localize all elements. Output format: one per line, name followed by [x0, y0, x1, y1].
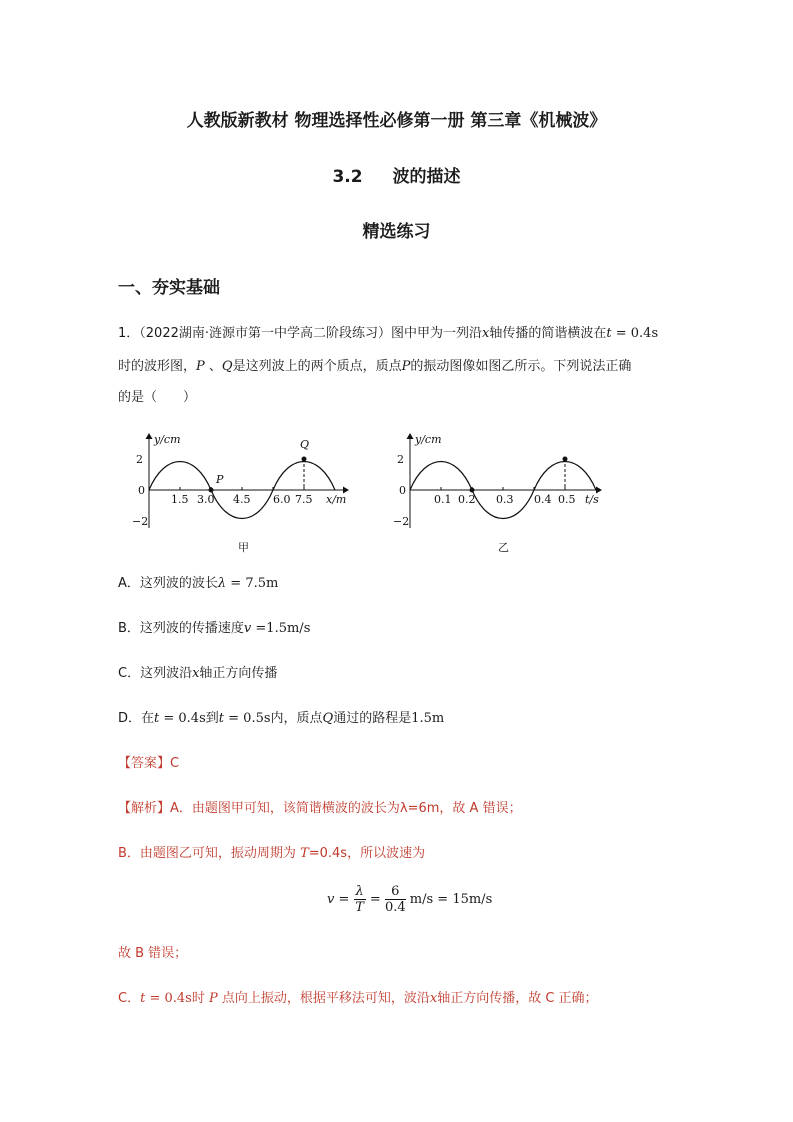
question-line-3: 的是（ ）	[118, 390, 197, 405]
t-tick-1: 0.1	[434, 493, 452, 506]
y-tick-2: 2	[397, 453, 404, 466]
option-d: D．在t = 0.4s到t = 0.5s内，质点Q通过的路程是1.5m	[118, 711, 445, 726]
y-axis-label: y/cm	[415, 433, 442, 446]
answer	[118, 755, 179, 773]
t-axis-label: t/s	[585, 493, 599, 506]
t05-dot	[563, 457, 568, 462]
analysis-label: 【解析】	[118, 801, 171, 816]
analysis-line-b: B．由题图乙可知，振动周期为 T=0.4s，所以波速为	[118, 846, 426, 861]
point-q-dot	[302, 457, 307, 462]
question-line-1: 1．（2022湖南·涟源市第一中学高二阶段练习）图中甲为一列沿x轴传播的简谐横波在t = 0.4s	[118, 326, 659, 341]
point-p-dot	[209, 488, 214, 493]
y-axis-label: y/cm	[154, 433, 181, 446]
t-tick-4: 0.4	[534, 493, 552, 506]
x-axis-label: x/m	[326, 493, 347, 506]
option-a: A．这列波的波长λ = 7.5m	[118, 576, 279, 591]
fraction-lambda-over-t: $\frac{\lambda}{T}$	[355, 884, 364, 915]
y-tick-neg2: −2	[132, 515, 149, 528]
t-tick-3: 0.3	[496, 493, 514, 506]
option-b: B．这列波的传播速度v =1.5m/s	[118, 621, 311, 636]
point-q-label: Q	[300, 438, 310, 451]
t-tick-5: 0.5	[558, 493, 576, 506]
question-source: （2022湖南·涟源市第一中学高二阶段练习）	[139, 326, 391, 341]
answer-label: 【答案】	[118, 756, 171, 771]
figure-jia	[130, 428, 360, 556]
x-tick-2: 3.0	[197, 493, 215, 506]
x-tick-3: 4.5	[233, 493, 251, 506]
analysis-line-b-end: 故 B 错误；	[118, 946, 188, 961]
subtitle: 精选练习	[362, 222, 431, 242]
option-c: C．这列波沿x轴正方向传播	[118, 666, 278, 681]
main-title: 人教版新教材 物理选择性必修第一册 第三章《机械波》	[186, 111, 607, 131]
figure-yi	[383, 428, 613, 556]
section-name: 波的描述	[392, 167, 461, 187]
origin-label: 0	[399, 484, 406, 497]
section-number: 3.2	[332, 167, 363, 187]
y-tick-neg2: −2	[393, 515, 410, 528]
fraction-6-over-04: $\frac{6}{0.4}$	[384, 884, 406, 915]
figure-caption-yi: 乙	[498, 541, 509, 554]
x-tick-4: 6.0	[273, 493, 291, 506]
analysis-line-a: 【解析】A．由题图甲可知，该简谐横波的波长为λ=6m，故 A 错误；	[118, 801, 522, 816]
point-p-label: P	[216, 473, 224, 486]
question-line-2: 时的波形图，P 、Q是这列波上的两个质点，质点P的振动图像如图乙所示。下列说法正确	[118, 359, 632, 374]
t02-dot	[470, 488, 475, 493]
x-tick-1: 1.5	[171, 493, 189, 506]
figure-caption-jia: 甲	[238, 541, 249, 554]
x-tick-5: 7.5	[295, 493, 313, 506]
section-title	[0, 162, 793, 187]
y-tick-2: 2	[136, 453, 143, 466]
answer-value: C	[170, 756, 180, 771]
velocity-formula: v = $\frac{\lambda}{T}$ = $\frac{6}{0.4}$ m/s = 15m/s	[327, 884, 493, 915]
origin-label: 0	[138, 484, 145, 497]
part-heading: 一、夯实基础	[118, 278, 220, 298]
analysis-line-c: C．t = 0.4s时 P 点向上振动，根据平移法可知，波沿x轴正方向传播，故 C 正确；	[118, 991, 598, 1006]
t-tick-2: 0.2	[458, 493, 476, 506]
